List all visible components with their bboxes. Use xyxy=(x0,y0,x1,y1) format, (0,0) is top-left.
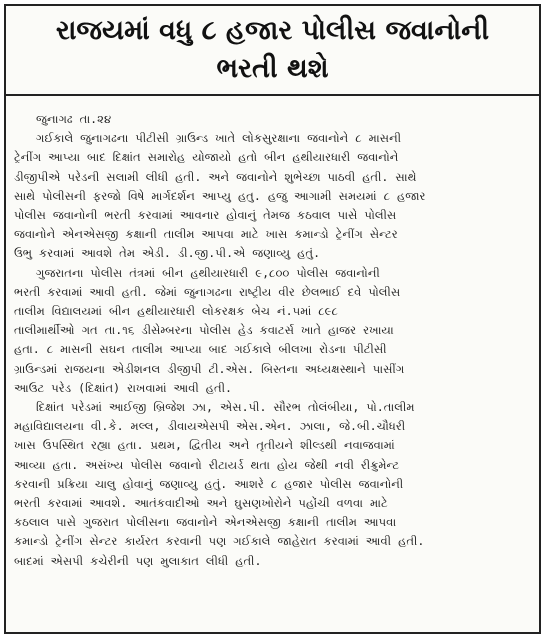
body-line: કરવાની પ્રક્રિયા ચાલુ હોવાનું જણાવ્યુ હતું. આશરે ૮ હજાર પોલીસ જવાનોની xyxy=(14,476,404,491)
body-line: તાલીમાર્થીઓ ગત તા.૧૬ ડીસેમ્બરના પોલીસ હેડ કવાટર્સ ખાતે હાજર રખાયા xyxy=(14,323,394,338)
paragraph-2 xyxy=(14,264,531,398)
paragraph-1 xyxy=(14,129,531,263)
body-line: આઉટ પરેડ (દિક્ષાંત) રાખવામાં આવી હતી. xyxy=(14,380,233,395)
body-line: બાદમાં એસપી કચેરીની પણ મુલાકાત લીધી હતી. xyxy=(14,553,262,568)
body-line: ટ્રેનીંગ આપ્યા બાદ દિક્ષાંત સમારોહ યોજાયો હતો બીન હથીયારધારી જવાનોને xyxy=(14,150,399,165)
body-line: દિક્ષાંત પરેડમાં આઈજી બ્રિજેશ ઝા, એસ.પી. સૌરભ તોલંબીયા, પો.તાલીમ xyxy=(36,400,415,415)
body-line: હતા. ૮ માસની સઘન તાલીમ આપ્યા બાદ ગઈકાલે બીલખા રોડના પીટીસી xyxy=(14,342,387,357)
paragraph-3 xyxy=(14,398,531,571)
body-line: ગુજરાતના પોલીસ તંત્રમાં બીન હથીયારધારી ૯,૮૦૦ પોલીસ જવાનોની xyxy=(36,265,380,280)
body-line: ખાસ ઉપસ્થિત રહ્યા હતા. પ્રથમ, દ્વિતીય અને તૃતીયને શીલ્ડથી નવાજવામાં xyxy=(14,438,395,453)
dateline: જુનાગઢ તા.૨૪ xyxy=(36,112,112,126)
body-line: આવ્યા હતા. અસંખ્ય પોલીસ જવાનો રીટાયર્ડ થતા હોય જેથી નવી રીક્રુમેન્ટ xyxy=(14,457,400,472)
headline xyxy=(16,12,529,88)
body-line: પોલીસ જવાનોની ભરતી કરવામાં આવનાર હોવાનું તેમજ કઠવાલ પાસે પોલીસ xyxy=(14,208,397,223)
headline-line-1: રાજયમાં વધુ ૮ હજાર પોલીસ જવાનોની xyxy=(55,15,490,46)
body-line: જવાનોને એનએસજી કક્ષાની તાલીમ આપવા માટે ખાસ કમાન્ડો ટ્રેનીંગ સેન્ટર xyxy=(14,227,398,242)
body-line: કઠલાલ પાસે ગુજરાત પોલીસના જવાનોને એનએસજી કક્ષાની તાલીમ આપવા xyxy=(14,515,397,530)
body-line: કમાન્ડો ટ્રેનીંગ સેન્ટર કાર્યરત કરવાની પણ ગઈકાલે જાહેરાત કરવામાં આવી હતી. xyxy=(14,534,425,549)
body-line: ગ્રાઉન્ડમાં રાજયના એડીશનલ ડીજીપી ટી.એસ. બિસ્તના અધ્યક્ષસ્થાને પાસીંગ xyxy=(14,361,405,376)
body-line: ડીજીપીએ પરેડની સલામી લીધી હતી. અને જવાનોને શુભેચ્છા પાઠવી હતી. સાથે xyxy=(14,169,417,184)
newspaper-clipping xyxy=(4,4,541,634)
article-body xyxy=(6,96,539,571)
headline-line-2: ભરતી થશે xyxy=(216,53,329,84)
body-line: સાથે પોલીસની ફરજો વિષે માર્ગદર્શન આપ્યુ હતુ. હજુ આગામી સમયમાં ૮ હજાર xyxy=(14,188,426,203)
body-line: ભરતી કરવામાં આવી હતી. જેમાં જુનાગઢના રાષ્ટ્રીય વીર છેલભાઈ દવે પોલીસ xyxy=(14,284,401,299)
body-line: ગઈકાલે જુનાગઢના પીટીસી ગ્રાઉન્ડ ખાતે લોકસુરક્ષાના જવાનોને ૮ માસની xyxy=(36,131,402,146)
body-line: મહાવિદ્યાલયના વી.કે. મલ્લ, ડીવાયએસપી એસ.એન. ઝાલા, જે.બી.ચૌધરી xyxy=(14,419,406,434)
body-line: ભરતી કરવામાં આવશે. આતંકવાદીઓ અને ઘુસણખોરોને પહોંચી વળવા માટે xyxy=(14,496,388,511)
body-line: તાલીમ વિદ્યાલયમાં બીન હથીયારધારી લોકરક્ષક બેચ નં.૫માં ૮૯૮ xyxy=(14,304,338,319)
body-line: ઉભુ કરવામાં આવશે તેમ એડી. ડી.જી.પી.એ જણાવ્યુ હતું. xyxy=(14,246,321,261)
